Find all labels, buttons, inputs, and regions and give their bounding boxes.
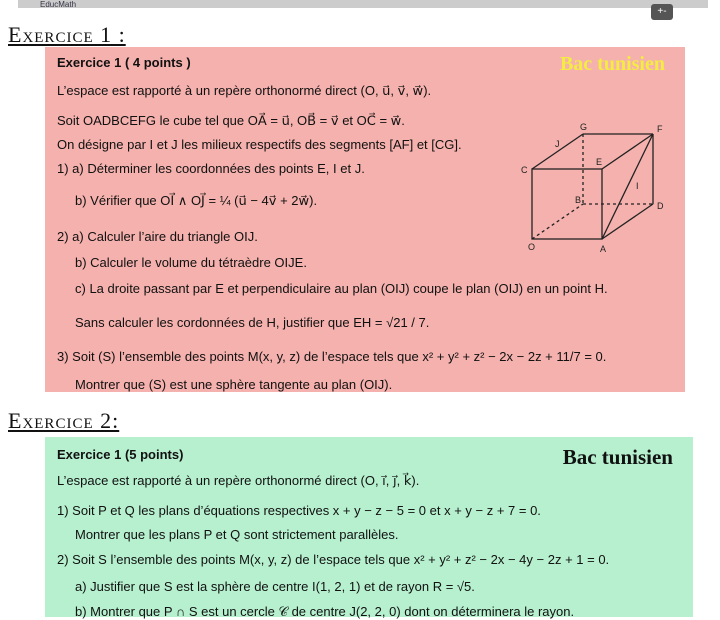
calculator-icon: +- (651, 4, 673, 20)
label-j: J (555, 139, 560, 149)
exercise-1-heading: Exercice 1 : (8, 22, 126, 47)
label-e: E (596, 157, 603, 167)
bac-tag: Bac tunisien (562, 445, 673, 469)
text-line: Montrer que les plans P et Q sont strictement parallèles. (75, 527, 399, 542)
label-g: G (580, 122, 588, 132)
text-line: 2) a) Calculer l’aire du triangle OIJ. (57, 229, 258, 244)
text-line: b) Montrer que P ∩ S est un cercle 𝒞 de centre J(2, 2, 0) dont on déterminera le rayon. (75, 604, 575, 619)
text-line: L’espace est rapporté à un repère orthonormé direct (O, u⃗, v⃗, w⃗). (57, 83, 432, 98)
text-line: b) Vérifier que OI⃗ ∧ OJ⃗ = ¼ (u⃗ − 4v⃗ + 2w⃗). (75, 193, 318, 208)
text-line: 1) a) Déterminer les coordonnées des points E, I et J. (57, 161, 365, 176)
label-c: C (521, 165, 528, 175)
exercise-2-box (45, 437, 693, 617)
exercise-1-box (45, 47, 685, 392)
label-f: F (657, 124, 663, 134)
text-line: a) Justifier que S est la sphère de centre I(1, 2, 1) et de rayon R = √5. (75, 579, 475, 594)
text-line: 2) Soit S l’ensemble des points M(x, y, z) de l’espace tels que x² + y² + z² − 2x − 4y − 2z + 1 = 0. (57, 552, 610, 567)
label-o: O (528, 242, 536, 252)
label-a: A (600, 244, 607, 254)
text-line: b) Calculer le volume du tétraèdre OIJE. (75, 255, 307, 270)
text-line: c) La droite passant par E et perpendiculaire au plan (OIJ) coupe le plan (OIJ) en un point H. (75, 281, 608, 296)
label-b: B (575, 195, 582, 205)
text-line: Soit OADBCEFG le cube tel que OA⃗ = u⃗, OB⃗ = v⃗ et OC⃗ = w⃗. (57, 113, 405, 128)
exercise-title: Exercice 1 (5 points) (57, 447, 184, 462)
text-line: L’espace est rapporté à un repère orthonormé direct (O, i⃗, j⃗, k⃗). (57, 473, 420, 488)
bac-tag: Bac tunisien (559, 53, 665, 75)
top-bar (18, 0, 708, 8)
exercise-title: Exercice 1 ( 4 points ) (57, 55, 191, 70)
label-d: D (657, 201, 664, 211)
text-line: 3) Soit (S) l’ensemble des points M(x, y, z) de l’espace tels que x² + y² + z² − 2x − 2z + 11/7 = 0. (57, 349, 607, 364)
exercise-2-heading: Exercice 2: (8, 408, 120, 433)
text-line: 1) Soit P et Q les plans d’équations respectives x + y − z − 5 = 0 et x + y − z + 7 = 0. (57, 503, 541, 518)
label-i: I (636, 181, 639, 191)
educmath-logo: EducMath (40, 0, 77, 9)
text-line: Sans calculer les cordonnées de H, justifier que EH = √21 / 7. (75, 315, 430, 330)
cube-figure (500, 107, 664, 254)
text-line: Montrer que (S) est une sphère tangente au plan (OIJ). (75, 377, 393, 392)
text-line: On désigne par I et J les milieux respectifs des segments [AF] et [CG]. (57, 137, 462, 152)
